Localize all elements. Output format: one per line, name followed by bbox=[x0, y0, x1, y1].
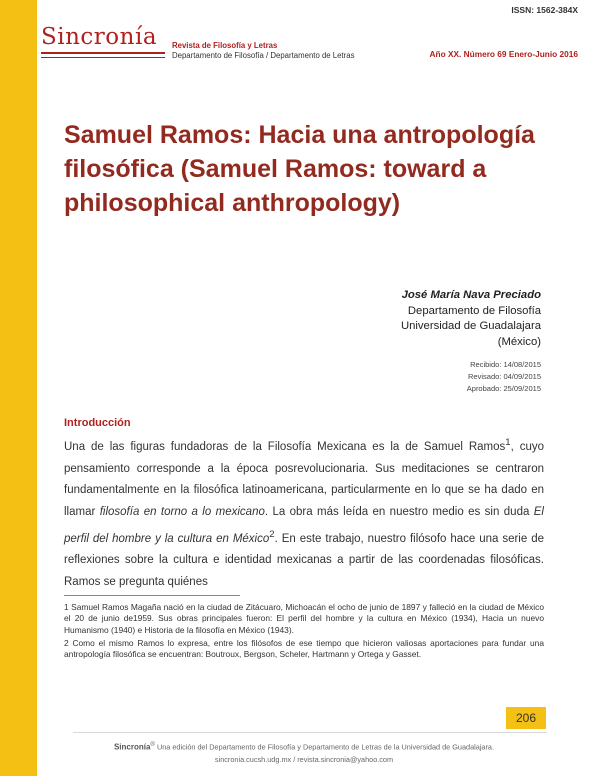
body-text-segment: , cuyo pensamiento corresponde a la época posrevolucionaria. Sus meditaciones se centraron fundamentalmente en la filosófica latinoamericana, particularmente en lo que se ha dado en llamar bbox=[64, 440, 544, 518]
footnotes bbox=[64, 602, 544, 662]
footer-divider bbox=[73, 732, 547, 733]
date-revised: Revisado: 04/09/2015 bbox=[468, 372, 541, 381]
issue-info: Año XX. Número 69 Enero-Junio 2016 bbox=[429, 49, 578, 59]
footnote-ref-2[interactable]: 2 bbox=[269, 528, 275, 540]
footer-line-1 bbox=[64, 738, 544, 753]
footnote-ref-1[interactable]: 1 bbox=[505, 437, 511, 448]
footer-brand-mark: ® bbox=[150, 741, 155, 748]
body-text-segment: Una de las figuras fundadoras de la Filosofía Mexicana es la de Samuel Ramos bbox=[64, 440, 506, 453]
section-heading: Introducción bbox=[64, 417, 131, 429]
left-accent-bar bbox=[0, 0, 37, 776]
body-text-segment: . La obra más leída en nuestro medio es sin duda bbox=[264, 505, 534, 518]
author-block bbox=[401, 288, 541, 350]
journal-name: Revista de Filosofía y Letras bbox=[172, 41, 278, 50]
date-approved: Aprobado: 25/09/2015 bbox=[466, 384, 541, 393]
author-department: Departamento de Filosofía bbox=[407, 304, 541, 317]
author-university: Universidad de Guadalajara bbox=[400, 320, 541, 332]
page-number: 206 bbox=[506, 707, 546, 729]
journal-department: Departamento de Filosofía / Departamento de Letras bbox=[172, 51, 355, 60]
footer-edition: Una edición del Departamento de Filosofía y Departamento de Letras de la Universidad de Guadalajara. bbox=[156, 742, 495, 752]
logo-underline-secondary bbox=[41, 57, 165, 58]
italic-book-title: El perfil del hombre y la cultura en México bbox=[64, 505, 544, 545]
issn: ISSN: 1562-384X bbox=[511, 5, 578, 15]
article-dates bbox=[467, 359, 541, 395]
body-text-segment: . En este trabajo, nuestro filósofo hace una serie de reflexiones sobre la cultura e identidad mexicanas a partir de las coordenadas filosóficas. Ramos se pregunta quiénes bbox=[64, 532, 544, 588]
footnote-2: 2 Como el mismo Ramos lo expresa, entre los filósofos de ese tiempo que hicieron valiosas aportaciones para fundar una antropología filosófica se encuentran: Boutroux, Bergson, Scheler, Hartmann y Ortega y Gasset. bbox=[64, 637, 544, 660]
article-title: Samuel Ramos: Hacia una antropología filosófica (Samuel Ramos: toward a philosophical anthropology) bbox=[64, 121, 535, 217]
date-received: Recibido: 14/08/2015 bbox=[470, 360, 541, 369]
footer-contact[interactable]: sincronia.cucsh.udg.mx / revista.sincronia@yahoo.com bbox=[214, 755, 394, 765]
author-name: José María Nava Preciado bbox=[401, 289, 541, 301]
author-country: (México) bbox=[497, 335, 541, 348]
footer-brand: Sincronía bbox=[113, 742, 151, 752]
journal-info bbox=[172, 41, 354, 61]
italic-phrase: filosofía en torno a lo mexicano bbox=[99, 505, 265, 518]
journal-logo bbox=[41, 26, 157, 49]
body-paragraph bbox=[64, 432, 544, 594]
logo-text: Sincronía bbox=[41, 24, 158, 50]
logo-underline bbox=[41, 52, 165, 54]
footnote-1: 1 Samuel Ramos Magaña nació en la ciudad de Zitácuaro, Michoacán el ocho de junio de 1897 y falleció en la ciudad de México el 20 de junio de1959. Sus obras principales fueron: El perfil del hombre y la cultura en México (1934), Hacia un nuevo Humanismo (1940) e Historia de la filosofía en México (1943). bbox=[64, 602, 544, 635]
footnote-divider bbox=[64, 595, 240, 596]
page-footer bbox=[64, 738, 544, 766]
